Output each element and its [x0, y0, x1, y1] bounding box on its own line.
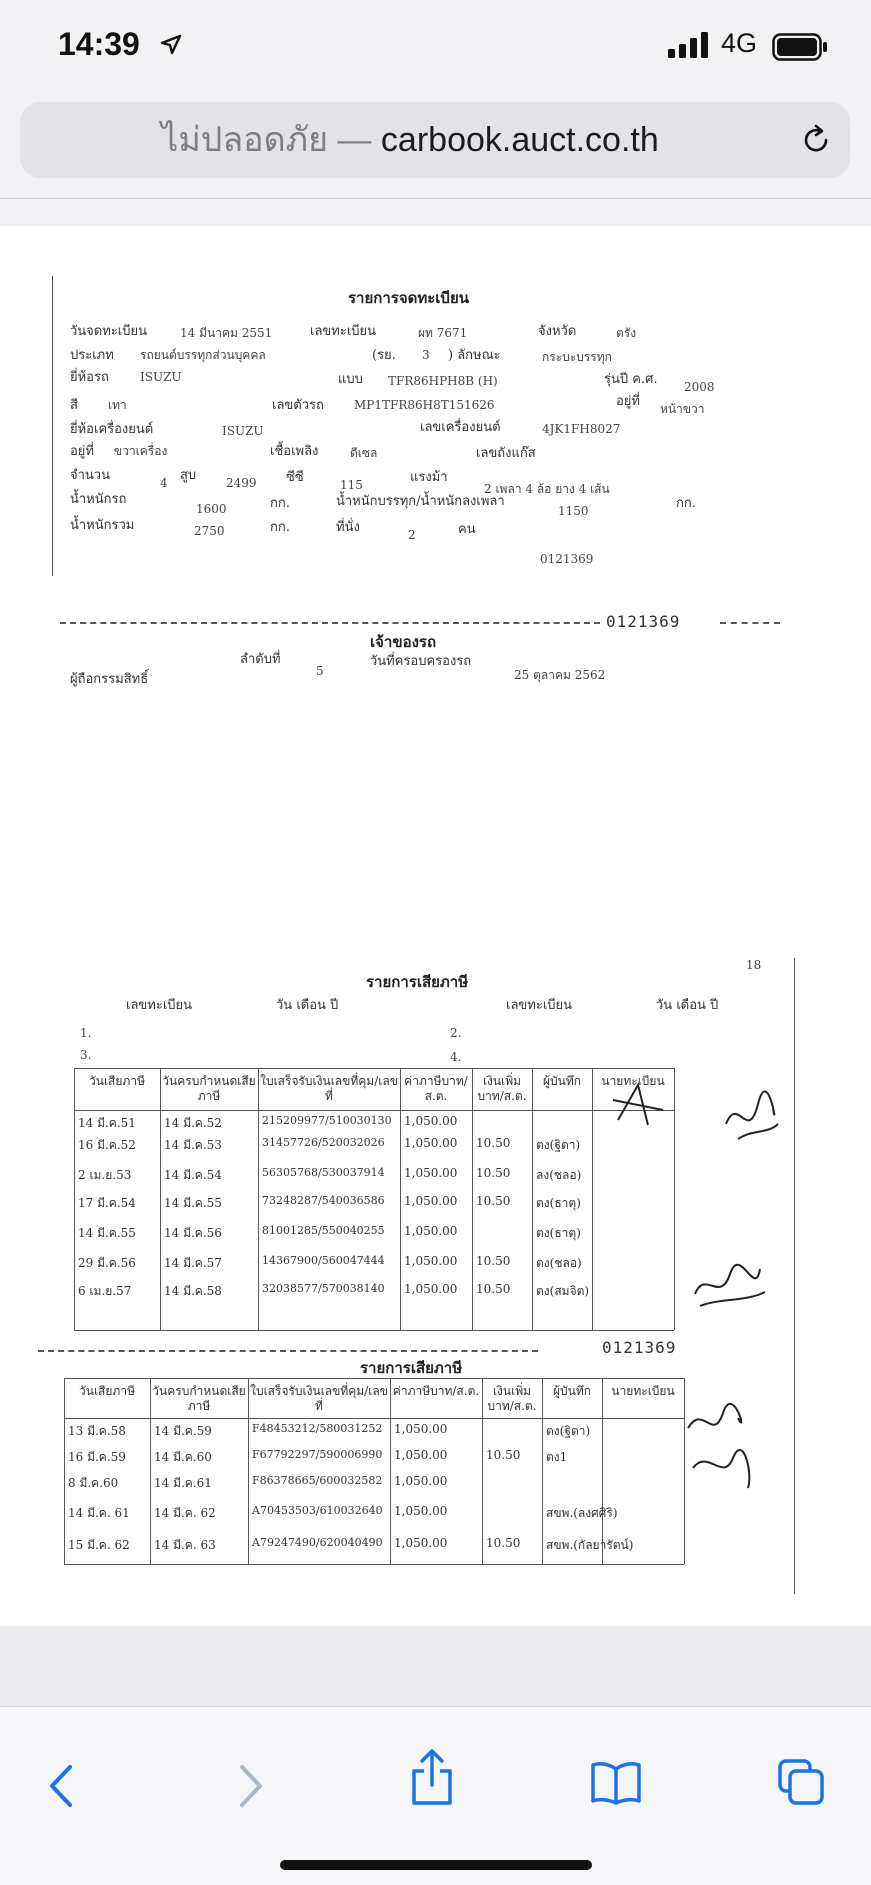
table-cell: 1,050.00 [394, 1474, 448, 1488]
fuel-label: เชื้อเพลิง [270, 444, 319, 459]
fuel: ดีเซล [350, 446, 378, 460]
at2: ขวาเครื่อง [114, 444, 168, 458]
cc-label: ซีซี [286, 470, 304, 485]
table-column-line [64, 1378, 65, 1564]
person-unit: คน [458, 522, 476, 537]
table-border [64, 1418, 684, 1419]
table-cell: F67792297/590006990 [252, 1448, 383, 1461]
table-cell: ตง(ธาตุ) [536, 1196, 581, 1210]
table-cell: A79247490/620040490 [252, 1536, 383, 1549]
table-cell: 10.50 [476, 1136, 511, 1150]
plate-label: เลขทะเบียน [310, 324, 377, 339]
table-column-line [592, 1068, 593, 1330]
total-unit: กก. [270, 520, 290, 535]
chassis-label: เลขตัวรถ [272, 398, 324, 413]
model-label: แบบ [338, 372, 363, 387]
table-cell: 29 มี.ค.56 [78, 1256, 136, 1270]
table-header: นายทะเบียน [611, 1384, 675, 1398]
table-cell: 14 มี.ค. 61 [68, 1506, 130, 1520]
at1-label: อยู่ที่ [616, 394, 640, 409]
table-cell: 56305768/530037914 [262, 1166, 385, 1179]
table-cell: 16 มี.ค.52 [78, 1138, 136, 1152]
cc: 2499 [226, 476, 257, 490]
year-label: รุ่นปี ค.ศ. [604, 372, 658, 387]
divider [0, 198, 871, 199]
year: 2008 [684, 380, 715, 394]
table-cell: 14 มี.ค.55 [78, 1226, 136, 1240]
province-label: จังหวัด [538, 324, 577, 339]
status-bar [0, 0, 871, 96]
table-cell: 10.50 [476, 1194, 511, 1208]
load-unit: กก. [676, 496, 696, 511]
table-column-line [532, 1068, 533, 1330]
table-cell: 10.50 [476, 1254, 511, 1268]
table-cell: 14 มี.ค.54 [164, 1168, 222, 1182]
back-icon[interactable] [46, 1763, 76, 1809]
table-cell: 14 มี.ค.53 [164, 1138, 222, 1152]
bookmarks-icon[interactable] [590, 1761, 642, 1805]
registration-document [0, 264, 855, 687]
engine-no: 4JK1FH8027 [542, 422, 621, 436]
table-cell: ตง1 [546, 1450, 568, 1464]
dashed-divider-3 [38, 1350, 538, 1352]
tax-document [38, 954, 808, 1594]
color-label: สี [70, 398, 78, 413]
table-cell: 1,050.00 [404, 1282, 458, 1296]
table-cell: 1,050.00 [394, 1448, 448, 1462]
plate: ผท 7671 [418, 326, 468, 340]
serial-small: 0121369 [540, 552, 594, 566]
table-cell: ตง(สมจิต) [536, 1284, 590, 1298]
table-cell: 31457726/520032026 [262, 1136, 385, 1149]
table-cell: ตง(ฐิตา) [546, 1424, 591, 1438]
table-header: วันเสียภาษี [79, 1384, 135, 1398]
table-cell: 15 มี.ค. 62 [68, 1538, 130, 1552]
table-header: วันครบกำหนดเสียภาษี [152, 1384, 246, 1413]
engine-no-label: เลขเครื่องยนต์ [420, 420, 501, 435]
clock: 14:39 [58, 26, 140, 62]
page-gutter [0, 1626, 871, 1706]
load: 1150 [558, 504, 589, 518]
table-cell: 6 เม.ย.57 [78, 1284, 132, 1298]
left-border [52, 276, 53, 576]
serial-stamp-2: 0121369 [602, 1338, 677, 1357]
table-cell: 1,050.00 [404, 1114, 458, 1128]
table-cell: 73248287/540036586 [262, 1194, 385, 1207]
table-border [64, 1564, 684, 1565]
model: TFR86HPH8B (H) [388, 374, 498, 388]
registrar-signature-3 [678, 1398, 758, 1498]
page-number: 18 [746, 958, 762, 972]
table-cell: 1,050.00 [404, 1166, 458, 1180]
reg-date-label: วันจดทะเบียน [70, 324, 147, 339]
table-cell: 1,050.00 [404, 1136, 458, 1150]
at2-label: อยู่ที่ [70, 444, 94, 459]
security-warning: ไม่ปลอดภัย — [161, 121, 372, 159]
table-cell: 14 มี.ค.61 [154, 1476, 212, 1490]
table-cell: 14 มี.ค.55 [164, 1196, 222, 1210]
table-cell: 1,050.00 [394, 1422, 448, 1436]
network-type: 4G [721, 28, 758, 58]
tabs-icon[interactable] [776, 1757, 826, 1807]
location-arrow-icon [160, 34, 182, 56]
char: กระบะบรรทุก [542, 350, 612, 364]
share-icon[interactable] [410, 1747, 454, 1807]
table-cell: 16 มี.ค.59 [68, 1450, 126, 1464]
table-column-line [674, 1068, 675, 1330]
table-cell: 10.50 [486, 1448, 521, 1462]
url-domain: carbook.auct.co.th [380, 121, 659, 159]
registrar-signature-2 [690, 1254, 770, 1314]
table-cell: F86378665/600032582 [252, 1474, 383, 1487]
table-cell: 1,050.00 [394, 1536, 448, 1550]
total: 2750 [194, 524, 225, 538]
cyl-label: สูบ [180, 468, 197, 483]
table-cell: 8 มี.ค.60 [68, 1476, 119, 1490]
table-cell: 10.50 [486, 1536, 521, 1550]
table-cell: 14 มี.ค.59 [154, 1424, 212, 1438]
entry-3: 3. [80, 1048, 92, 1062]
hp: 115 [340, 478, 363, 492]
entry-2: 2. [450, 1026, 462, 1040]
table-column-line [400, 1068, 401, 1330]
registrar-signature-1 [718, 1084, 788, 1154]
table-cell: สขพ.(กัลยารัตน์) [546, 1538, 634, 1552]
table-border [64, 1378, 684, 1379]
recorder-signature [608, 1080, 668, 1130]
hp-label: แรงม้า [410, 470, 448, 485]
possess-label: วันที่ครอบครองรถ [370, 654, 472, 669]
table-header: ใบเสร็จรับเงินเลขที่คุม/เลขที่ [260, 1074, 398, 1103]
gas-label: เลขถังแก๊ส [476, 446, 536, 461]
reg-date: 14 มีนาคม 2551 [180, 326, 273, 340]
table-cell: 14 มี.ค. 63 [154, 1538, 216, 1552]
table-cell: 14 มี.ค.51 [78, 1116, 136, 1130]
table-header: นายทะเบียน [601, 1074, 665, 1088]
table-cell: 10.50 [476, 1282, 511, 1296]
chassis: MP1TFR86H8T151626 [354, 398, 495, 412]
table-cell: 1,050.00 [404, 1254, 458, 1268]
table-border [74, 1110, 674, 1111]
table-cell: 215209977/510030130 [262, 1114, 392, 1127]
table-cell: ตง(ฐิตา) [536, 1138, 581, 1152]
table-header: ผู้บันทึก [542, 1074, 582, 1088]
table-column-line [74, 1068, 75, 1330]
province: ตรัง [616, 326, 637, 340]
count-label: จำนวน [70, 468, 110, 483]
table-header: วันครบกำหนดเสียภาษี [162, 1074, 256, 1103]
weight: 1600 [196, 502, 227, 516]
table-cell: 14 มี.ค.57 [164, 1256, 222, 1270]
forward-icon[interactable] [236, 1763, 266, 1809]
char-label: ) ลักษณะ [448, 348, 501, 363]
brand-label: ยี่ห้อรถ [70, 370, 109, 385]
table-cell: 1,050.00 [404, 1224, 458, 1238]
weight-unit: กก. [270, 496, 290, 511]
serial-stamp: 0121369 [606, 612, 681, 631]
table-cell: 14 มี.ค.58 [164, 1284, 222, 1298]
load-label: น้ำหนักบรรทุก/น้ำหนักลงเพลา [336, 494, 505, 509]
table-border [74, 1330, 674, 1331]
holder-label: ผู้ถือกรรมสิทธิ์ [70, 672, 149, 687]
total-label: น้ำหนักรวม [70, 518, 135, 533]
table-header: เงินเพิ่มบาท/ส.ต. [487, 1384, 537, 1413]
table-header: เงินเพิ่มบาท/ส.ต. [477, 1074, 527, 1103]
table-cell: ตง(ธาตุ) [536, 1226, 581, 1240]
table-cell: สขพ.(ลงศศิริ) [546, 1506, 618, 1520]
rs-label: (รย. [372, 348, 396, 363]
table-cell: 14 มี.ค.60 [154, 1450, 212, 1464]
entry-4: 4. [450, 1050, 462, 1064]
table-cell: 13 มี.ค.58 [68, 1424, 126, 1438]
table-header: วันเสียภาษี [89, 1074, 145, 1088]
tax-title: รายการเสียภาษี [366, 973, 469, 991]
table-column-line [542, 1378, 543, 1564]
seq: 5 [316, 664, 324, 678]
table-header: ใบเสร็จรับเงินเลขที่คุม/เลขที่ [250, 1384, 388, 1413]
table-column-line [160, 1068, 161, 1330]
cellular-signal-icon [668, 32, 710, 58]
url-display[interactable] [20, 102, 800, 178]
table-cell: ลง(ชลอ) [536, 1168, 582, 1182]
dashed-divider-2 [720, 622, 780, 624]
doc-title: รายการจดทะเบียน [348, 289, 469, 307]
engine-brand: ISUZU [222, 424, 264, 438]
head-right-plate: เลขทะเบียน [506, 998, 573, 1013]
table-cell: 10.50 [476, 1166, 511, 1180]
rs: 3 [422, 348, 430, 362]
seats: 2 [408, 528, 416, 542]
table-column-line [472, 1068, 473, 1330]
address-bar[interactable] [20, 102, 850, 178]
table-cell: 81001285/550040255 [262, 1224, 385, 1237]
weight-label: น้ำหนักรถ [70, 492, 127, 507]
table-cell: 14367900/560047444 [262, 1254, 385, 1267]
type-label: ประเภท [70, 348, 114, 363]
table-column-line [258, 1068, 259, 1330]
table-cell: ตง(ชลอ) [536, 1256, 582, 1270]
head-right-date: วัน เดือน ปี [656, 998, 719, 1013]
table-cell: 2 เม.ย.53 [78, 1168, 132, 1182]
dashed-divider [60, 622, 600, 624]
table-cell: A70453503/610032640 [252, 1504, 383, 1517]
table-cell: 14 มี.ค.52 [164, 1116, 222, 1130]
head-left-plate: เลขทะเบียน [126, 998, 193, 1013]
entry-1: 1. [80, 1026, 92, 1040]
owner-title: เจ้าของรถ [370, 633, 437, 651]
table-cell: F48453212/580031252 [252, 1422, 383, 1435]
web-content [0, 226, 871, 1626]
table-header: ค่าภาษีบาท/ส.ต. [392, 1384, 480, 1398]
table-cell: 14 มี.ค.56 [164, 1226, 222, 1240]
axle: 2 เพลา 4 ล้อ ยาง 4 เส้น [484, 482, 610, 496]
table-cell: 1,050.00 [394, 1504, 448, 1518]
table-header: ค่าภาษีบาท/ส.ต. [404, 1074, 468, 1103]
possess-date: 25 ตุลาคม 2562 [514, 668, 606, 682]
table-border [74, 1068, 674, 1069]
table-column-line [390, 1378, 391, 1564]
at1: หน้าขวา [660, 402, 705, 416]
type: รถยนต์บรรทุกส่วนบุคคล [140, 348, 266, 362]
bottom-toolbar [0, 1706, 871, 1885]
table-cell: 32038577/570038140 [262, 1282, 385, 1295]
seat-label: ที่นั่ง [336, 520, 360, 535]
home-indicator[interactable] [280, 1860, 592, 1870]
tax-title-2: รายการเสียภาษี [360, 1359, 463, 1377]
brand: ISUZU [140, 370, 182, 384]
battery-icon [772, 33, 828, 61]
table-cell: 1,050.00 [404, 1194, 458, 1208]
head-left-date: วัน เดือน ปี [276, 998, 339, 1013]
table-cell: 14 มี.ค. 62 [154, 1506, 216, 1520]
count: 4 [160, 476, 168, 490]
engine-brand-label: ยี่ห้อเครื่องยนต์ [70, 422, 154, 437]
reload-icon[interactable] [798, 122, 834, 158]
table-header: ผู้บันทึก [552, 1384, 592, 1398]
seq-label: ลำดับที่ [240, 652, 281, 667]
table-cell: 17 มี.ค.54 [78, 1196, 136, 1210]
color: เทา [108, 398, 127, 412]
